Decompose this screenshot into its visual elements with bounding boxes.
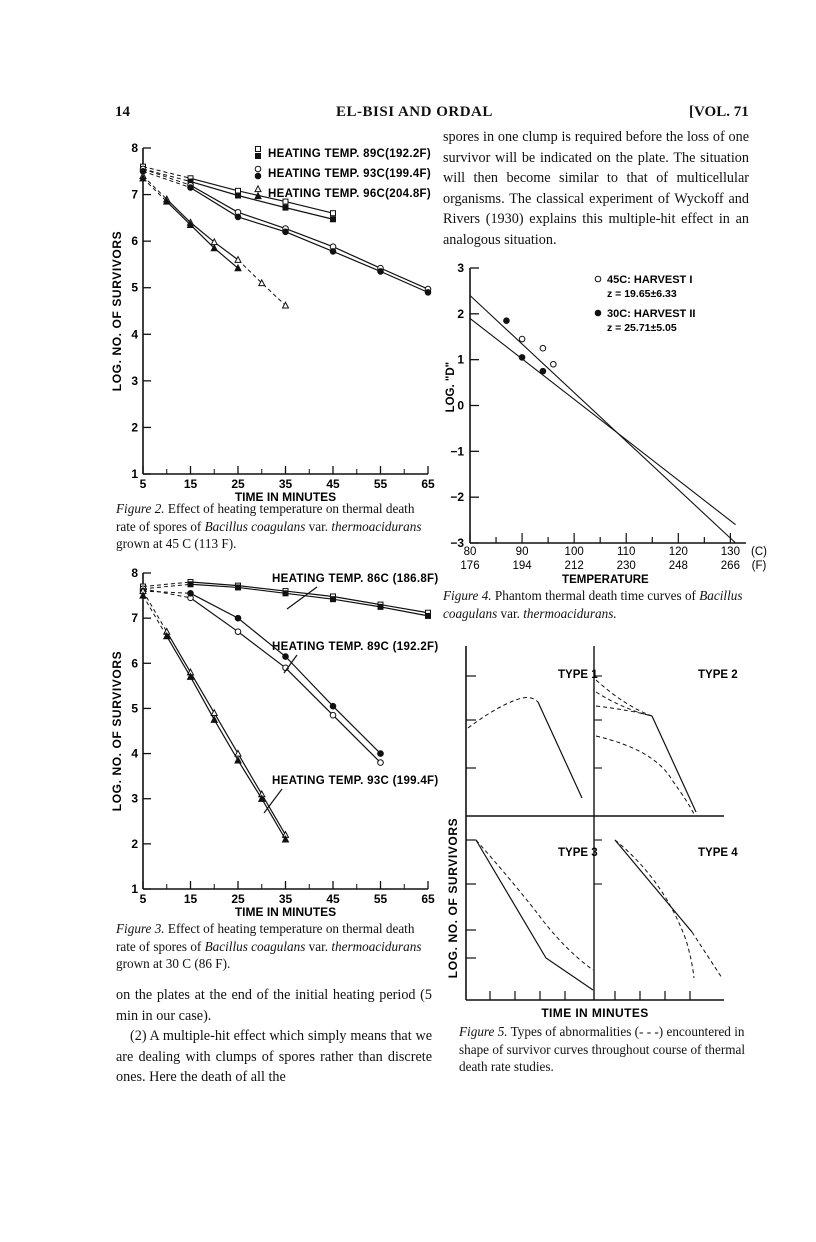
volume-label: [VOL. 71 bbox=[689, 104, 749, 120]
data-point-circle-open bbox=[330, 712, 336, 718]
y-tick-label: −1 bbox=[450, 444, 464, 459]
y-tick-label: 3 bbox=[131, 373, 138, 388]
x-tick-label: 25 bbox=[231, 892, 245, 906]
running-title: EL-BISI AND ORDAL bbox=[336, 104, 493, 120]
series-dash-segment bbox=[143, 589, 191, 598]
legend-marker bbox=[256, 147, 261, 152]
y-tick-label: 4 bbox=[131, 327, 138, 342]
data-point-circle-filled bbox=[188, 591, 194, 597]
figure-5-chart bbox=[440, 640, 760, 1025]
x-tick-label: 35 bbox=[278, 477, 293, 491]
data-point-square-filled bbox=[378, 604, 383, 609]
series-line bbox=[191, 185, 432, 289]
x-tick-label: 15 bbox=[183, 892, 198, 906]
data-point-circle-filled bbox=[378, 269, 384, 275]
series-line bbox=[191, 188, 432, 293]
y-tick-label: 3 bbox=[457, 261, 464, 275]
y-tick-label: 2 bbox=[131, 420, 138, 435]
type-2-solid-line bbox=[652, 716, 696, 812]
data-point-square-filled bbox=[283, 591, 288, 596]
figure-3-caption-end: grown at 30 C (86 F). bbox=[116, 956, 231, 971]
x-tick-label-f: 212 bbox=[564, 560, 584, 572]
x-tick-label-c: 100 bbox=[564, 546, 584, 558]
legend-marker bbox=[255, 173, 261, 179]
y-axis-label: LOG. NO. OF SURVIVORS bbox=[446, 817, 460, 979]
legend-marker bbox=[595, 310, 601, 316]
figure-4-organism: Bacillus coagulans bbox=[443, 588, 743, 621]
type-4-dashed-curve bbox=[615, 840, 694, 978]
legend-label: z = 19.65±6.33 bbox=[607, 288, 677, 300]
figure-2-label: Figure 2. bbox=[116, 501, 165, 516]
figure-5-caption bbox=[459, 1023, 751, 1076]
x-axis-label: TIME IN MINUTES bbox=[234, 490, 337, 504]
figure-2-caption-end: grown at 45 C (113 F). bbox=[116, 536, 237, 551]
data-point-circle-open bbox=[519, 336, 525, 342]
y-tick-label: 8 bbox=[131, 566, 138, 580]
y-tick-label: 4 bbox=[131, 746, 138, 761]
x-tick-label: 45 bbox=[326, 477, 340, 491]
data-point-circle-filled bbox=[540, 368, 546, 374]
y-tick-label: −2 bbox=[450, 490, 464, 505]
annotation-label: HEATING TEMP. 93C (199.4F) bbox=[272, 775, 439, 787]
data-point-circle-filled bbox=[330, 703, 336, 709]
x-tick-label-c: 120 bbox=[668, 546, 688, 558]
x-axis-label: TIME IN MINUTES bbox=[541, 1006, 649, 1020]
figure-3-variety: thermoacidurans bbox=[331, 938, 422, 954]
x-tick-label-f: 194 bbox=[512, 560, 532, 572]
figure-3-organism: Bacillus coagulans bbox=[204, 938, 306, 954]
data-point-circle-filled bbox=[330, 249, 336, 255]
x-tick-label-f: 176 bbox=[460, 560, 480, 572]
data-point-circle-open bbox=[378, 760, 384, 766]
legend-marker bbox=[255, 166, 261, 172]
x-tick-label-c: 130 bbox=[720, 546, 740, 558]
legend-label: 45C: HARVEST I bbox=[607, 274, 693, 286]
figure-2-caption-text: Effect of heating temperature on thermal death rate of spores of bbox=[116, 501, 415, 534]
x-tick-label: 5 bbox=[139, 477, 147, 491]
series-line bbox=[167, 199, 238, 260]
x-tick-label: 55 bbox=[373, 892, 388, 906]
y-tick-label: 5 bbox=[131, 280, 138, 295]
figure-3-chart bbox=[112, 565, 440, 920]
figure-2-variety: thermoacidurans bbox=[331, 518, 422, 534]
data-point-circle-filled bbox=[519, 355, 525, 361]
y-tick-label: 7 bbox=[131, 187, 138, 202]
figure-4-caption-text: Phantom thermal death time curves of bbox=[494, 588, 696, 603]
y-tick-label: 1 bbox=[131, 882, 138, 896]
data-point-circle-open bbox=[551, 361, 557, 367]
series-dash-segment bbox=[143, 167, 191, 179]
legend-marker bbox=[595, 276, 601, 282]
y-axis-label: LOG. "D" bbox=[445, 361, 457, 413]
data-point-circle-filled bbox=[283, 654, 289, 660]
series-dash-segment bbox=[143, 584, 191, 589]
data-point-square-filled bbox=[331, 597, 336, 602]
x-tick-label: 65 bbox=[421, 892, 435, 906]
y-tick-label: 3 bbox=[131, 791, 138, 806]
y-tick-label: 2 bbox=[131, 836, 138, 851]
y-tick-label: 5 bbox=[131, 701, 138, 716]
data-point-square-filled bbox=[331, 217, 336, 222]
legend-label: HEATING TEMP. 93C(199.4F) bbox=[268, 168, 432, 180]
data-point-triangle-open bbox=[283, 302, 289, 308]
data-point-square-filled bbox=[236, 193, 241, 198]
series-dash-segment bbox=[143, 178, 167, 201]
x-tick-label: 45 bbox=[326, 892, 340, 906]
x-tick-label-c: 90 bbox=[515, 546, 529, 558]
legend-label: 30C: HARVEST II bbox=[607, 308, 696, 320]
series-line bbox=[191, 598, 381, 763]
series-line bbox=[191, 593, 381, 753]
data-point-square-filled bbox=[426, 613, 431, 618]
figure-2-caption bbox=[116, 500, 434, 553]
regression-line bbox=[470, 318, 736, 524]
data-point-triangle-open bbox=[235, 257, 241, 263]
type-3-solid-line bbox=[476, 840, 593, 990]
type-3-dashed-curve bbox=[476, 840, 593, 970]
legend-marker bbox=[255, 186, 261, 192]
series-dash-segment bbox=[143, 596, 167, 637]
figure-4-variety: thermoacidurans. bbox=[523, 605, 617, 621]
type-4-solid-line bbox=[615, 840, 692, 932]
legend-label: z = 25.71±5.05 bbox=[607, 322, 677, 334]
figure-2-chart bbox=[110, 138, 440, 504]
x-axis-label: TIME IN MINUTES bbox=[234, 905, 337, 919]
annotation-label: HEATING TEMP. 86C (186.8F) bbox=[272, 573, 439, 585]
series-line bbox=[167, 632, 286, 835]
series-dash-segment bbox=[143, 582, 191, 587]
figure-4-label: Figure 4. bbox=[443, 588, 492, 603]
data-point-square-filled bbox=[236, 585, 241, 590]
data-point-circle-filled bbox=[283, 229, 289, 235]
x-tick-label-f: (F) bbox=[751, 560, 767, 572]
y-tick-label: 8 bbox=[131, 141, 138, 155]
data-point-square-open bbox=[331, 211, 336, 216]
x-tick-label-c: (C) bbox=[751, 546, 768, 558]
x-tick-label-f: 266 bbox=[720, 560, 740, 572]
panel-label-type-2: TYPE 2 bbox=[698, 669, 738, 681]
series-dash-segment bbox=[143, 176, 167, 199]
data-point-circle-filled bbox=[235, 214, 241, 220]
figure-3-caption bbox=[116, 920, 434, 973]
panel-label-type-4: TYPE 4 bbox=[698, 847, 738, 859]
type-1-dashed-curve bbox=[468, 698, 538, 729]
x-tick-label: 55 bbox=[373, 477, 388, 491]
type-1-solid-line bbox=[538, 702, 582, 798]
panel-label-type-3: TYPE 3 bbox=[558, 847, 598, 859]
data-point-circle-filled bbox=[504, 318, 510, 324]
data-point-square-filled bbox=[283, 205, 288, 210]
data-point-triangle-open bbox=[211, 710, 217, 716]
data-point-circle-filled bbox=[235, 615, 241, 621]
x-tick-label: 25 bbox=[231, 477, 245, 491]
y-tick-label: 7 bbox=[131, 611, 138, 626]
annotation-leader bbox=[287, 587, 317, 609]
type-2-dashed-curve bbox=[596, 706, 652, 716]
y-axis-label: LOG. NO. OF SURVIVORS bbox=[110, 230, 124, 392]
type-4-dashed-tail bbox=[692, 932, 722, 978]
left-text-2: (2) A multiple-hit effect which simply means that we are dealing with clumps of spores rather than discrete ones. Here the death of all the bbox=[116, 1028, 432, 1085]
series-line bbox=[191, 584, 429, 616]
annotation-leader bbox=[264, 789, 282, 813]
y-tick-label: 6 bbox=[131, 234, 138, 249]
data-point-circle-open bbox=[235, 629, 241, 635]
legend-label: HEATING TEMP. 96C(204.8F) bbox=[268, 188, 432, 200]
data-point-circle-filled bbox=[425, 290, 431, 296]
x-tick-label: 15 bbox=[183, 477, 198, 491]
y-tick-label: 0 bbox=[457, 398, 464, 413]
x-axis-label: TEMPERATURE bbox=[562, 574, 649, 586]
x-tick-label: 35 bbox=[278, 892, 293, 906]
data-point-circle-filled bbox=[378, 751, 384, 757]
figure-4-caption bbox=[443, 587, 753, 622]
legend-label: HEATING TEMP. 89C(192.2F) bbox=[268, 148, 432, 160]
legend-marker bbox=[256, 154, 261, 159]
figure-3-var: var. bbox=[308, 938, 329, 954]
left-text-1: on the plates at the end of the initial heating period (5 min in our case). bbox=[116, 987, 432, 1024]
page-number: 14 bbox=[115, 104, 130, 120]
x-tick-label: 65 bbox=[421, 477, 435, 491]
data-point-circle-filled bbox=[188, 185, 194, 191]
x-tick-label: 5 bbox=[139, 892, 147, 906]
x-tick-label-f: 248 bbox=[668, 560, 688, 572]
figure-4-chart bbox=[440, 258, 768, 588]
series-dash-segment bbox=[143, 591, 167, 632]
figure-2-organism: Bacillus coagulans bbox=[204, 518, 306, 534]
series-line bbox=[167, 202, 238, 269]
figure-5-label: Figure 5. bbox=[459, 1024, 508, 1039]
x-tick-label-c: 110 bbox=[617, 546, 636, 558]
figure-3-caption-text: Effect of heating temperature on thermal death rate of spores of bbox=[116, 921, 415, 954]
y-tick-label: 1 bbox=[457, 352, 464, 367]
panel-label-type-1: TYPE 1 bbox=[558, 669, 598, 681]
data-point-square-filled bbox=[188, 582, 193, 587]
series-dash-segment bbox=[143, 169, 191, 182]
data-point-circle-open bbox=[540, 345, 546, 351]
regression-line bbox=[470, 296, 736, 544]
y-tick-label: 6 bbox=[131, 656, 138, 671]
figure-4-var: var. bbox=[500, 605, 520, 621]
data-point-triangle-open bbox=[235, 750, 241, 756]
y-tick-label: 1 bbox=[131, 467, 138, 481]
x-tick-label-c: 80 bbox=[463, 546, 477, 558]
y-tick-label: 2 bbox=[457, 306, 464, 321]
right-text-top: spores in one clump is required before the loss of one survivor will be indicated on the plate. The situation will then become similar to that of multicellular organisms. The classical experiment of Wyckoff and Rivers (1930) explains this multiple-hit effect in an analogous situation. bbox=[443, 129, 749, 248]
figure-2-var: var. bbox=[308, 518, 329, 534]
type-2-dashed-curve bbox=[596, 680, 652, 716]
annotation-label: HEATING TEMP. 89C (192.2F) bbox=[272, 641, 439, 653]
x-tick-label-f: 230 bbox=[616, 560, 636, 572]
figure-3-label: Figure 3. bbox=[116, 921, 165, 936]
y-tick-label: −3 bbox=[450, 536, 464, 550]
figure-5-caption-text: Types of abnormalities (- - -) encountered in shape of survivor curves throughout course of thermal death rate studies. bbox=[459, 1024, 746, 1074]
y-axis-label: LOG. NO. OF SURVIVORS bbox=[110, 650, 124, 812]
